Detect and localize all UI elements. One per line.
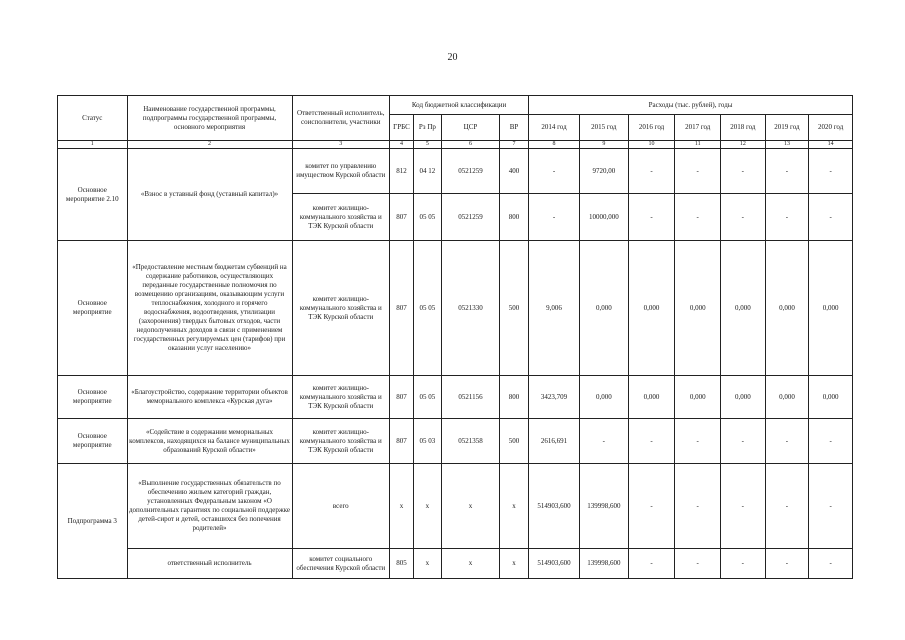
cell-status: Основное мероприятие xyxy=(58,241,128,376)
column-number: 4 xyxy=(390,141,414,149)
header-year: 2015 год xyxy=(579,115,628,141)
cell-value: - xyxy=(765,549,809,579)
cell-value: 0,000 xyxy=(765,241,809,376)
column-number: 7 xyxy=(500,141,529,149)
cell-value: 0,000 xyxy=(579,376,628,419)
cell-value: - xyxy=(628,419,675,464)
column-number: 14 xyxy=(809,141,853,149)
cell-rzpr: х xyxy=(413,464,441,549)
cell-value: 0,000 xyxy=(675,376,721,419)
cell-status: Основное мероприятие 2.10 xyxy=(58,149,128,241)
cell-name: «Благоустройство, содержание территории объектов мемориального комплекса «Курская дуга» xyxy=(127,376,292,419)
cell-rzpr: 05 05 xyxy=(413,241,441,376)
cell-value: 0,000 xyxy=(628,376,675,419)
cell-value: - xyxy=(765,419,809,464)
cell-csr: х xyxy=(441,464,499,549)
cell-grbs: 807 xyxy=(390,241,414,376)
column-number: 11 xyxy=(675,141,721,149)
table-row xyxy=(58,149,853,194)
cell-csr: 0521156 xyxy=(441,376,499,419)
cell-value: - xyxy=(628,149,675,194)
cell-grbs: 807 xyxy=(390,419,414,464)
cell-rzpr: 05 03 xyxy=(413,419,441,464)
header-executor: Ответственный исполнитель, соисполнители, участники xyxy=(292,96,390,141)
cell-value: 0,000 xyxy=(579,241,628,376)
cell-value: - xyxy=(721,149,766,194)
cell-value: - xyxy=(628,464,675,549)
header-year: 2020 год xyxy=(809,115,853,141)
cell-grbs: 807 xyxy=(390,194,414,241)
header-grbs: ГРБС xyxy=(390,115,414,141)
cell-value: - xyxy=(675,464,721,549)
cell-value: - xyxy=(675,549,721,579)
cell-vr: 500 xyxy=(500,241,529,376)
cell-value: 0,000 xyxy=(675,241,721,376)
cell-vr: х xyxy=(500,549,529,579)
column-number: 8 xyxy=(529,141,580,149)
cell-value: 9720,00 xyxy=(579,149,628,194)
cell-csr: х xyxy=(441,549,499,579)
cell-value: 0,000 xyxy=(721,241,766,376)
header-name: Наименование государственной программы, подпрограммы государственной программы, основного мероприятия xyxy=(127,96,292,141)
table-row xyxy=(58,464,853,549)
cell-rzpr: х xyxy=(413,549,441,579)
cell-executor: комитет жилищно-коммунального хозяйства и ТЭК Курской области xyxy=(292,241,390,376)
header-year: 2019 год xyxy=(765,115,809,141)
cell-value: 0,000 xyxy=(809,241,853,376)
cell-vr: х xyxy=(500,464,529,549)
column-number: 10 xyxy=(628,141,675,149)
table-row xyxy=(58,241,853,376)
header-year: 2018 год xyxy=(721,115,766,141)
header-status: Статус xyxy=(58,96,128,141)
cell-value: - xyxy=(809,194,853,241)
cell-value: 9,006 xyxy=(529,241,580,376)
cell-name: «Содействие в содержании мемориальных комплексов, находящихся на балансе муниципальных образований Курской области» xyxy=(127,419,292,464)
header-csr: ЦСР xyxy=(441,115,499,141)
cell-value: - xyxy=(809,419,853,464)
cell-grbs: 805 xyxy=(390,549,414,579)
cell-value: - xyxy=(675,194,721,241)
cell-value: 0,000 xyxy=(628,241,675,376)
column-number: 5 xyxy=(413,141,441,149)
cell-value: - xyxy=(529,194,580,241)
cell-csr: 0521330 xyxy=(441,241,499,376)
cell-value: - xyxy=(721,464,766,549)
cell-csr: 0521259 xyxy=(441,149,499,194)
cell-vr: 800 xyxy=(500,194,529,241)
cell-vr: 800 xyxy=(500,376,529,419)
cell-vr: 500 xyxy=(500,419,529,464)
header-expenses: Расходы (тыс. рублей), годы xyxy=(529,96,853,115)
cell-grbs: х xyxy=(390,464,414,549)
cell-value: - xyxy=(721,549,766,579)
cell-status: Подпрограмма 3 xyxy=(58,464,128,579)
cell-value: 10000,000 xyxy=(579,194,628,241)
header-year: 2014 год xyxy=(529,115,580,141)
column-number: 1 xyxy=(58,141,128,149)
cell-rzpr: 04 12 xyxy=(413,149,441,194)
column-number: 12 xyxy=(721,141,766,149)
header-year: 2017 год xyxy=(675,115,721,141)
cell-value: 139998,600 xyxy=(579,549,628,579)
column-number: 13 xyxy=(765,141,809,149)
cell-value: - xyxy=(809,149,853,194)
cell-executor: комитет по управлению имуществом Курской области xyxy=(292,149,390,194)
cell-vr: 400 xyxy=(500,149,529,194)
column-number-row xyxy=(58,141,853,149)
column-number: 9 xyxy=(579,141,628,149)
cell-value: - xyxy=(721,194,766,241)
cell-executor: комитет жилищно-коммунального хозяйства и ТЭК Курской области xyxy=(292,376,390,419)
table-row xyxy=(58,419,853,464)
cell-value: 139998,600 xyxy=(579,464,628,549)
cell-value: - xyxy=(809,464,853,549)
cell-value: - xyxy=(628,549,675,579)
cell-status: Основное мероприятие xyxy=(58,419,128,464)
cell-name: ответственный исполнитель xyxy=(127,549,292,579)
header-vr: ВР xyxy=(500,115,529,141)
cell-csr: 0521259 xyxy=(441,194,499,241)
cell-name: «Взнос в уставный фонд (уставный капитал)» xyxy=(127,149,292,241)
cell-value: 2616,691 xyxy=(529,419,580,464)
header-row xyxy=(58,96,853,115)
cell-value: - xyxy=(628,194,675,241)
cell-value: - xyxy=(675,419,721,464)
cell-grbs: 812 xyxy=(390,149,414,194)
cell-value: - xyxy=(809,549,853,579)
cell-value: - xyxy=(765,194,809,241)
cell-value: - xyxy=(529,149,580,194)
cell-csr: 0521358 xyxy=(441,419,499,464)
table-row xyxy=(58,376,853,419)
cell-executor: всего xyxy=(292,464,390,549)
cell-value: - xyxy=(765,464,809,549)
cell-value: 514903,600 xyxy=(529,549,580,579)
cell-executor: комитет жилищно-коммунального хозяйства и ТЭК Курской области xyxy=(292,419,390,464)
cell-value: - xyxy=(765,149,809,194)
table-row xyxy=(58,549,853,579)
cell-value: - xyxy=(579,419,628,464)
cell-value: 514903,600 xyxy=(529,464,580,549)
column-number: 6 xyxy=(441,141,499,149)
cell-value: 0,000 xyxy=(765,376,809,419)
budget-table xyxy=(57,95,853,579)
header-year: 2016 год xyxy=(628,115,675,141)
cell-rzpr: 05 05 xyxy=(413,194,441,241)
cell-value: - xyxy=(675,149,721,194)
cell-name: «Выполнение государственных обязательств по обеспечению жильем категорий граждан, установленных Федеральным законом «О дополнительных гарантиях по социальной поддержке детей-сирот и детей, оставшихся без попечения родителей» xyxy=(127,464,292,549)
column-number: 3 xyxy=(292,141,390,149)
cell-value: 3423,709 xyxy=(529,376,580,419)
cell-value: - xyxy=(721,419,766,464)
cell-rzpr: 05 05 xyxy=(413,376,441,419)
column-number: 2 xyxy=(127,141,292,149)
cell-value: 0,000 xyxy=(809,376,853,419)
cell-grbs: 807 xyxy=(390,376,414,419)
cell-value: 0,000 xyxy=(721,376,766,419)
cell-executor: комитет социального обеспечения Курской области xyxy=(292,549,390,579)
cell-executor: комитет жилищно-коммунального хозяйства и ТЭК Курской области xyxy=(292,194,390,241)
header-rzpr: Рз Пр xyxy=(413,115,441,141)
cell-status: Основное мероприятие xyxy=(58,376,128,419)
page-number: 20 xyxy=(447,52,458,63)
cell-name: «Предоставление местным бюджетам субвенций на содержание работников, осуществляющих переданные государственные полномочия по возмещению организациям, оказывающим услуги теплоснабжения, холодного и горячего водоснабжения, водоотведения, утилизации (захоронения) твердых бытовых отходов, части недополученных доходов в связи с применением государственных регулируемых цен (тарифов) при оказании услуг населению» xyxy=(127,241,292,376)
header-budget-code: Код бюджетной классификации xyxy=(390,96,529,115)
